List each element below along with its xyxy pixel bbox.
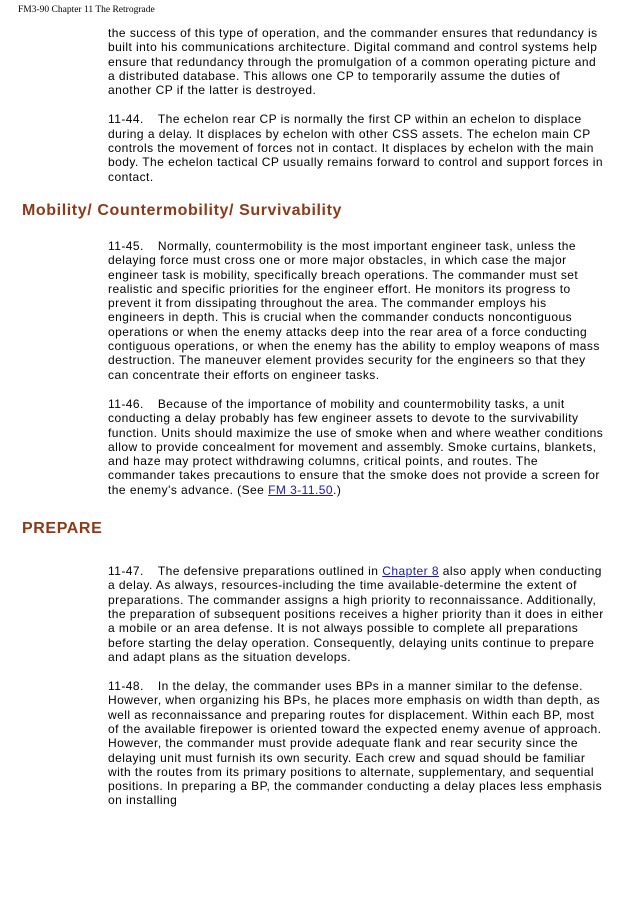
link-fm-3-11-50[interactable]: FM 3-11.50 <box>268 482 334 497</box>
paragraph-11-48 <box>108 679 606 808</box>
paragraph-11-44 <box>108 112 606 183</box>
paragraph-number: 11-45. <box>108 238 144 253</box>
paragraph-text-end: also apply when conducting a delay. As always, resources-including the time available-determine the extent of preparations. The commander assigns a high priority to reconnaissance. Additionally, the preparation of subsequent positions receives a higher priority than it does in either a mobile or an area defense. It is not always possible to complete all preparations before starting the delay operation. Consequently, delaying units continue to prepare and adapt plans as the situation develops. <box>108 564 604 664</box>
paragraph-number: 11-47. <box>108 564 144 579</box>
paragraph-text: The defensive preparations outlined in <box>157 564 383 579</box>
section-heading-prepare: PREPARE <box>22 520 103 538</box>
paragraph-continuation <box>108 26 606 97</box>
paragraph-text: Normally, countermobility is the most important engineer task, unless the delaying force must cross one or more major obstacles, in which case the major engineer task is mobility, specifically breach operations. The commander must set realistic and specific priorities for the engineer effort. He monitors its progress to prevent it from dissipating throughout the area. The commander employs his engineers in depth. This is crucial when the commander conducts noncontiguous operations or when the enemy attacks deep into the rear area of a force conducting contiguous operations, or when the enemy has the ability to employ weapons of mass destruction. The maneuver element provides security for the engineers so that they can concentrate their efforts on engineer tasks. <box>108 238 600 382</box>
paragraph-text: The echelon rear CP is normally the first CP within an echelon to displace during a delay. It displaces by echelon with other CSS assets. The echelon main CP controls the movement of forces not in contact. It displaces by echelon with the main body. The echelon tactical CP usually remains forward to control and support forces in contact. <box>108 112 603 184</box>
paragraph-number: 11-48. <box>108 679 144 694</box>
page-header: FM3-90 Chapter 11 The Retrograde <box>18 5 155 15</box>
paragraph-11-45 <box>108 239 606 382</box>
paragraph-number: 11-46. <box>108 396 144 411</box>
paragraph-11-46 <box>108 397 606 497</box>
paragraph-number: 11-44. <box>108 112 144 127</box>
section-heading-mobility: Mobility/ Countermobility/ Survivability <box>22 201 343 219</box>
paragraph-text: In the delay, the commander uses BPs in a manner similar to the defense. However, when organizing his BPs, he places more emphasis on width than depth, as well as reconnaissance and preparing routes for displacement. Within each BP, most of the available firepower is oriented toward the expected enemy avenue of approach. However, the commander must provide adequate flank and rear security since the delaying unit must furnish its own security. Each crew and squad should be familiar with the routes from its primary positions to alternate, supplementary, and sequential positions. In preparing a BP, the commander conducting a delay places less emphasis on installing <box>108 679 603 808</box>
document-body <box>0 26 635 823</box>
paragraph-text: Because of the importance of mobility and countermobility tasks, a unit conducting a delay probably has few engineer assets to devote to the survivability function. Units should maximize the use of smoke when and where weather conditions allow to provide concealment for movement and assembly. Smoke curtains, blankets, and haze may protect withdrawing columns, critical points, and routes. The commander takes precautions to ensure that the smoke does not provide a screen for the enemy's advance. (See <box>108 396 604 497</box>
paragraph-text: the success of this type of operation, and the commander ensures that redundancy is built into his communications architecture. Digital command and control systems help ensure that redundancy through the promulgation of a common operating picture and a distributed database. This allows one CP to temporarily assume the duties of another CP if the latter is destroyed. <box>108 26 598 98</box>
paragraph-11-47 <box>108 564 606 664</box>
link-chapter-8[interactable]: Chapter 8 <box>382 564 439 579</box>
paragraph-text-end: .) <box>333 482 342 497</box>
